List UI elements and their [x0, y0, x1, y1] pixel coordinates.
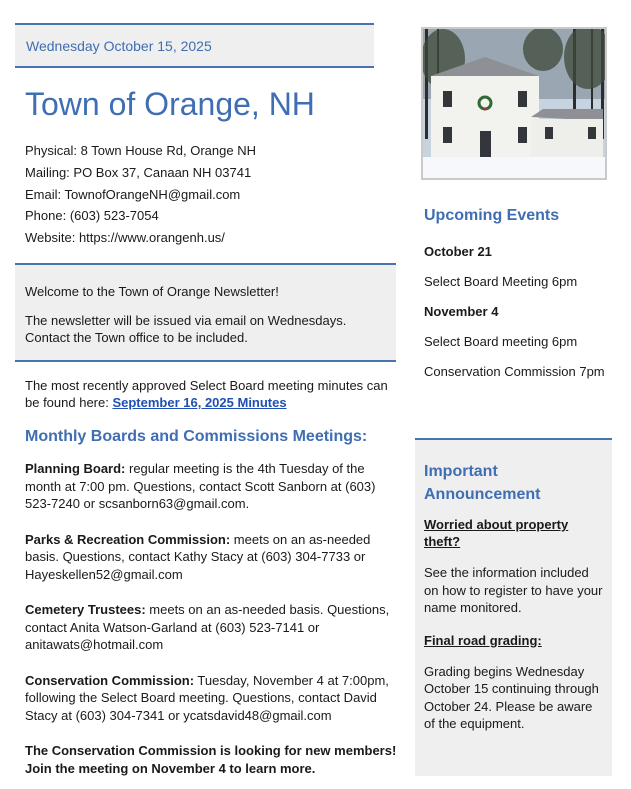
event-item: Select Board meeting 6pm	[424, 334, 578, 349]
board-item-conservation	[25, 672, 403, 725]
announcement-text: See the information included on how to register to have your name monitored.	[424, 565, 603, 615]
announcement-heading: Important Announcement	[424, 463, 541, 503]
announcement-text: Grading begins Wednesday October 15 continuing through October 24. Please be aware of the equipment.	[424, 663, 599, 731]
contact-block	[25, 140, 256, 249]
welcome-line: Welcome to the Town of Orange Newsletter!	[25, 284, 279, 299]
minutes-text: The most recently approved Select Board meeting minutes can be found here:	[25, 378, 388, 410]
date-banner	[15, 23, 374, 68]
board-name: Conservation Commission:	[25, 672, 195, 688]
announcement-subheading: Final road grading:	[424, 632, 542, 648]
board-item-planning	[25, 460, 403, 513]
board-details: meets on an as-needed basis. Questions, contact Anita Watson-Garland at (603) 523-7141 or anitawats@hotmail.com	[25, 602, 390, 652]
issue-date: Wednesday October 15, 2025	[26, 38, 212, 54]
event-item: Select Board Meeting 6pm	[424, 274, 578, 289]
physical-address: Physical: 8 Town House Rd, Orange NH	[25, 143, 256, 158]
contact-phone: Phone: (603) 523-7054	[25, 208, 159, 224]
event-date: November 4	[424, 304, 499, 319]
contact-website: Website: https://www.orangenh.us/	[25, 230, 225, 246]
page-title: Town of Orange, NH	[25, 86, 315, 122]
boards-heading: Monthly Boards and Commissions Meetings:	[25, 428, 368, 445]
board-details: regular meeting is the 4th Tuesday of the month at 7:00 pm. Questions, contact Scott Sanborn at (603) 523-7240 or scsanborn63@gmail.com.	[25, 461, 376, 511]
minutes-notice	[25, 377, 395, 411]
announcement-box	[415, 438, 612, 776]
conservation-recruit-note: The Conservation Commission is looking for new members! Join the meeting on November 4 to learn more.	[25, 743, 397, 776]
board-name: Cemetery Trustees:	[25, 602, 146, 617]
newsletter-info: The newsletter will be issued via email on Wednesdays. Contact the Town office to be included.	[25, 313, 347, 345]
town-house-photo	[421, 27, 607, 180]
announcement-subheading: Worried about property theft?	[424, 517, 569, 549]
welcome-box	[15, 263, 396, 362]
events-heading: Upcoming Events	[424, 207, 560, 224]
boards-list	[25, 460, 403, 777]
board-name: Planning Board:	[25, 461, 126, 476]
event-item: Conservation Commission 7pm	[424, 364, 605, 379]
board-name: Parks & Recreation Commission:	[25, 531, 231, 547]
board-details: meets on an as-needed basis. Questions, contact Kathy Stacy at (603) 304-7733 or Hayeskellen52@gmail.com	[25, 531, 371, 582]
contact-email: Email: TownofOrangeNH@gmail.com	[25, 186, 241, 202]
event-date: October 21	[424, 244, 492, 259]
board-item-cemetery	[25, 601, 403, 654]
board-details: Tuesday, November 4 at 7:00pm, following the Select Board meeting. Questions, contact David Stacy at (603) 304-7341 or ycatsdavid48@gmail.com	[25, 672, 389, 723]
minutes-link[interactable]: September 16, 2025 Minutes	[112, 395, 287, 410]
board-item-parks	[25, 531, 403, 584]
mailing-address: Mailing: PO Box 37, Canaan NH 03741	[25, 164, 252, 180]
events-list	[424, 243, 614, 393]
